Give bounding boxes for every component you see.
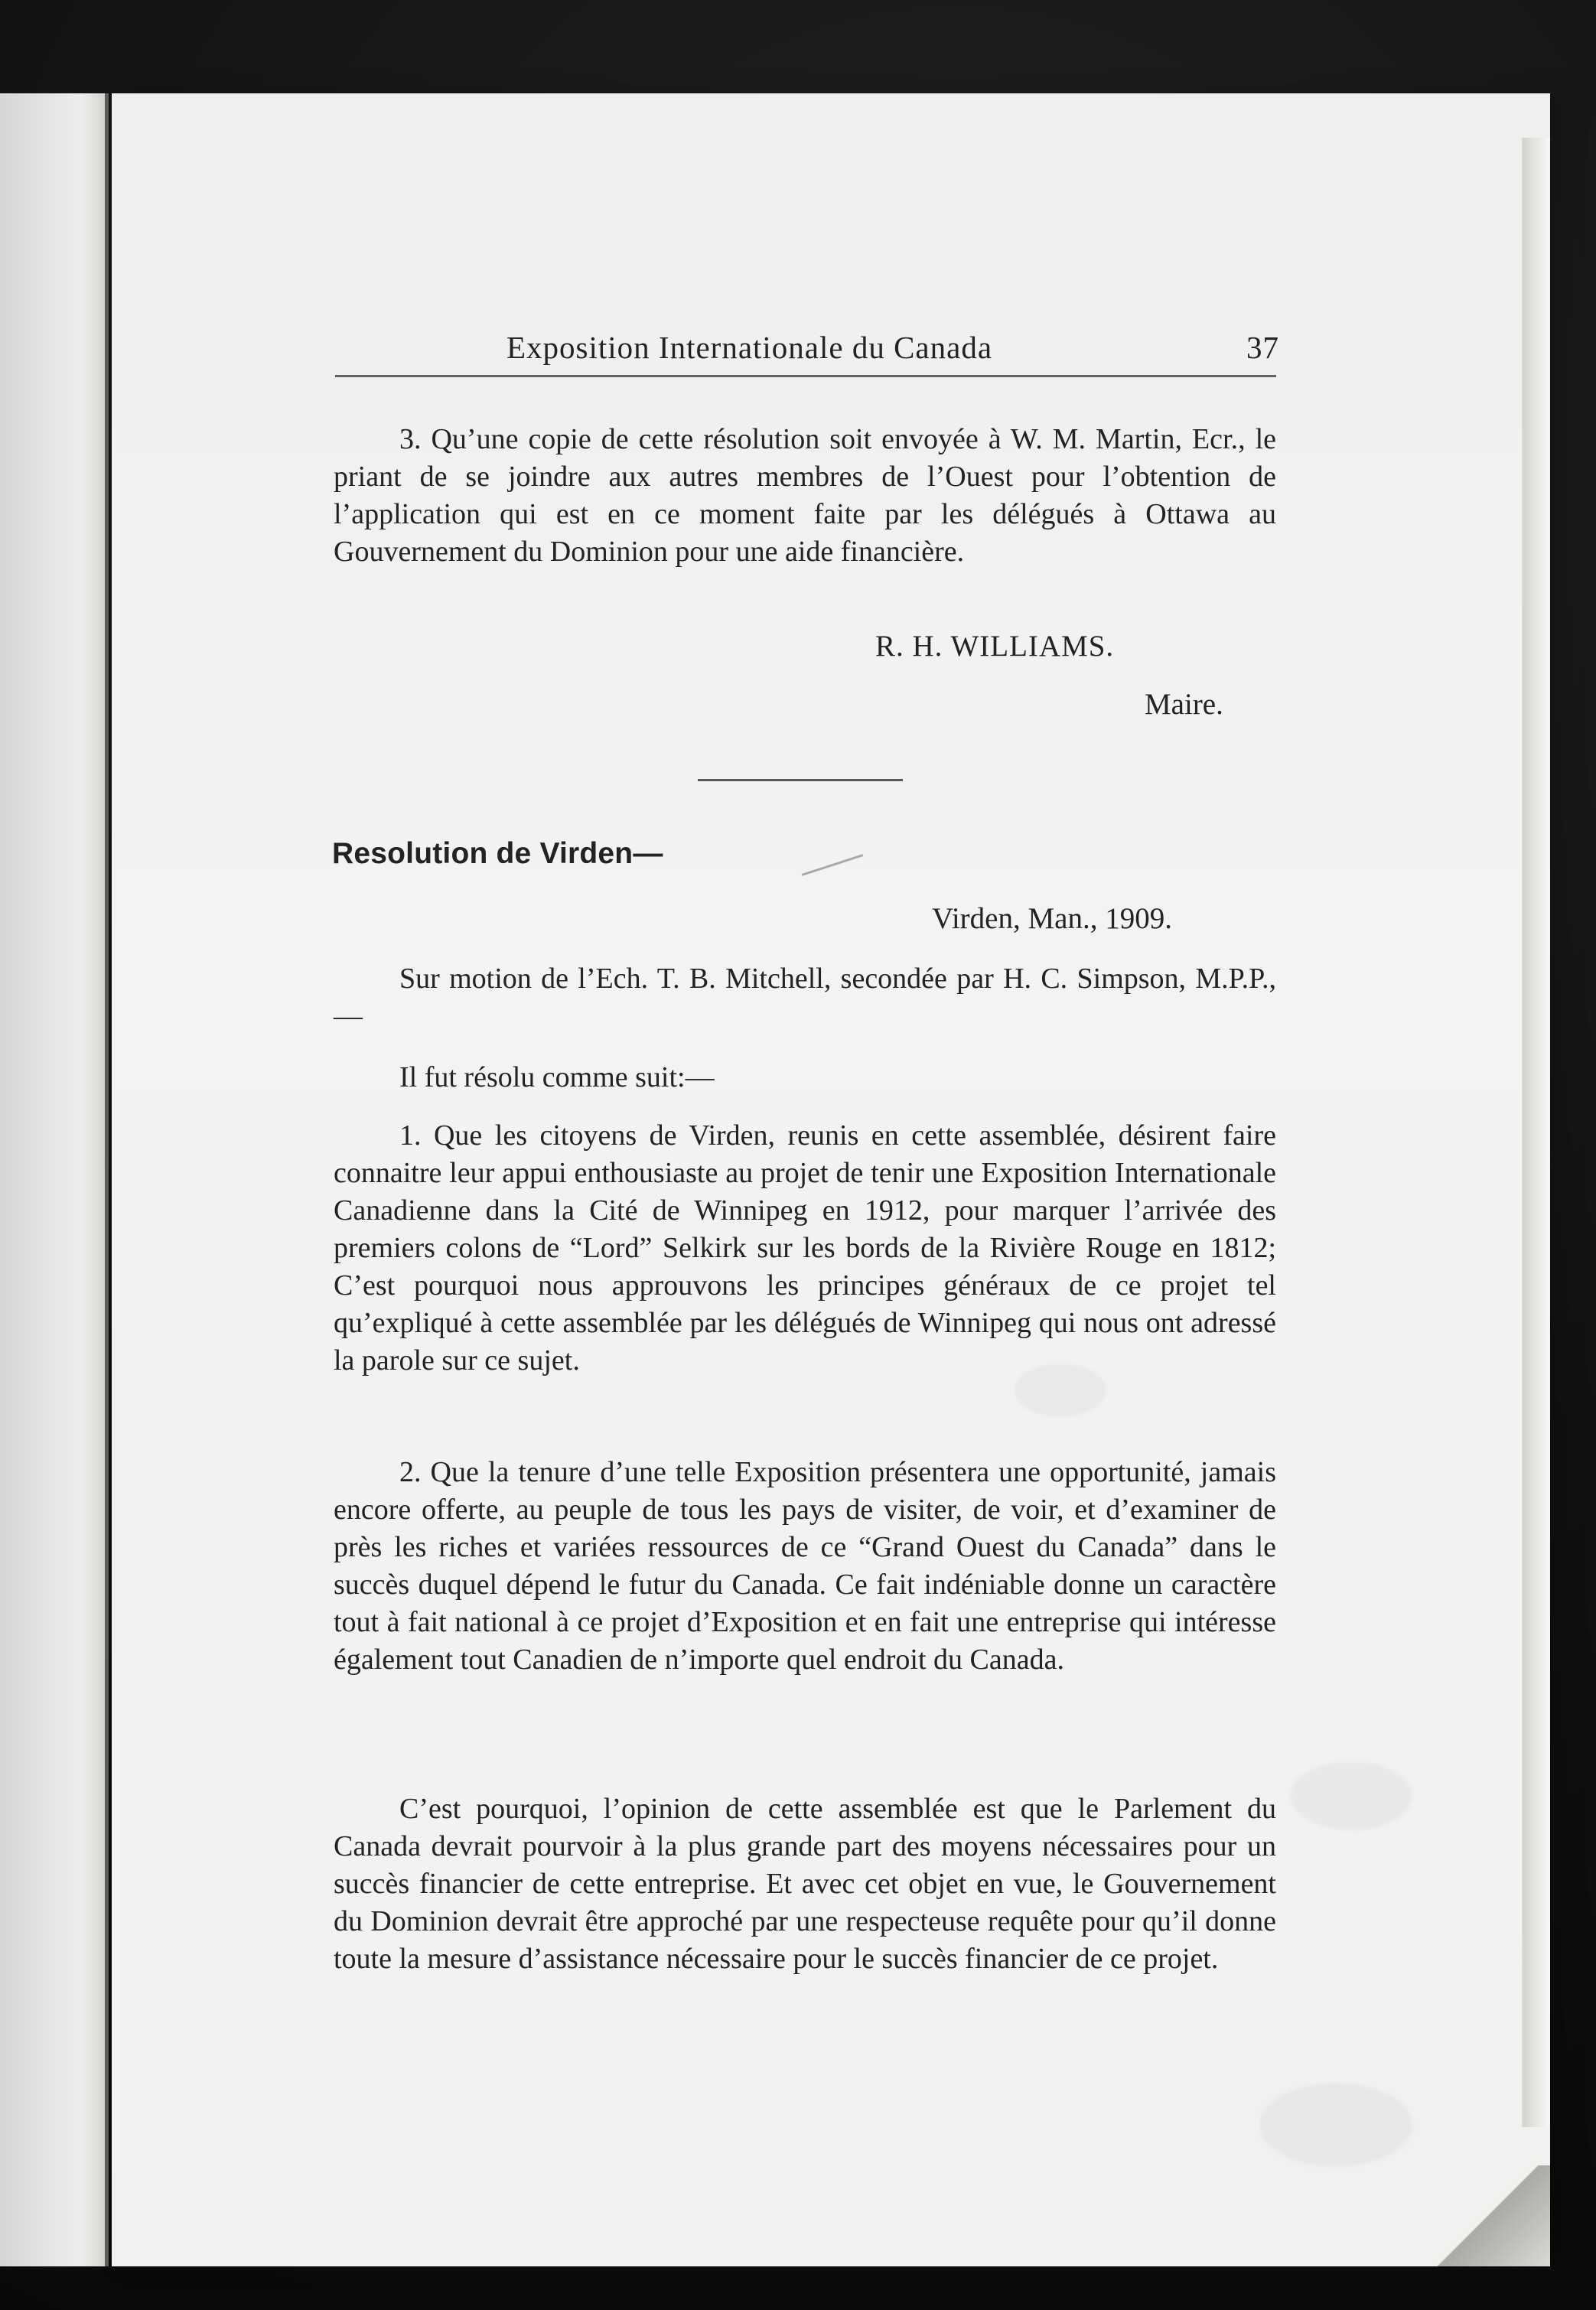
resolution-paragraph-2 [334, 1454, 1276, 1679]
header-rule [335, 375, 1276, 377]
page-corner-fold [1428, 2165, 1550, 2266]
signature-role: Maire. [1145, 688, 1223, 721]
section-title: Resolution de Virden— [332, 837, 663, 870]
resolution-paragraph-1-text: 1. Que les citoyens de Virden, reunis en cette assemblée, désirent faire connaitre leur appui enthousiaste au projet de tenir une Exposition Internationale Canadienne dans la Cité de Winnipeg en 1912, pour marquer l’arrivée des premiers colons de “Lord” Selkirk sur les bords de la Rivière Rouge en 1812; C’est pourquoi nous approuvons les principes généraux de ce projet tel qu’expliqué à cette assemblée par les délégués de Winnipeg qui nous ont adressé la parole sur ce sujet. [334, 1119, 1276, 1377]
signature-name: R. H. WILLIAMS. [875, 630, 1115, 663]
paper-stain [1290, 1761, 1412, 1830]
resolution-paragraph-final-text: C’est pourquoi, l’opinion de cette assemblée est que le Parlement du Canada devrait pourvoir à la plus grande part des moyens nécessaires pour un succès financier de cette entreprise. Et avec cet objet en vue, le Gouvernement du Dominion devrait être approché par une respecteuse requête pour qu’il donne toute la mesure d’assistance nécessaire pour le succès financier de ce projet. [334, 1793, 1276, 1975]
left-page-edge [0, 93, 109, 2266]
resolution-paragraph-3-text: 3. Qu’une copie de cette résolution soit envoyée à W. M. Martin, Ecr., le priant de se joindre aux autres membres de l’Ouest pour l’obtention de l’application qui est en ce moment faite par les délégués à Ottawa au Gouvernement du Dominion pour une aide financière. [334, 423, 1276, 568]
resolution-paragraph-final [334, 1790, 1276, 1978]
resolved-paragraph-text: Il fut résolu comme suit:— [399, 1061, 715, 1093]
motion-paragraph [334, 960, 1276, 1035]
resolution-paragraph-2-text: 2. Que la tenure d’une telle Exposition présentera une opportunité, jamais encore offerte, au peuple de tous les pays de visiter, de voir, et d’examiner de près les riches et variées ressources de ce “Grand Ouest du Canada” dans le succès duquel dépend le futur du Canada. Ce fait indéniable donne un caractère tout à fait national à ce projet d’Exposition et en fait une entreprise qui intéresse également tout Canadien de n’importe quel endroit du Canada. [334, 1456, 1276, 1676]
resolution-paragraph-3 [334, 421, 1276, 571]
resolution-paragraph-1 [334, 1117, 1276, 1380]
motion-paragraph-text: Sur motion de l’Ech. T. B. Mitchell, secondée par H. C. Simpson, M.P.P.,— [334, 963, 1276, 1032]
page-number: 37 [1246, 330, 1279, 365]
paper-stain [1259, 2083, 1412, 2167]
section-divider [698, 779, 903, 781]
resolved-paragraph [334, 1059, 1276, 1096]
page-header-title: Exposition Internationale du Canada [506, 330, 993, 365]
place-date: Virden, Man., 1909. [932, 902, 1172, 935]
